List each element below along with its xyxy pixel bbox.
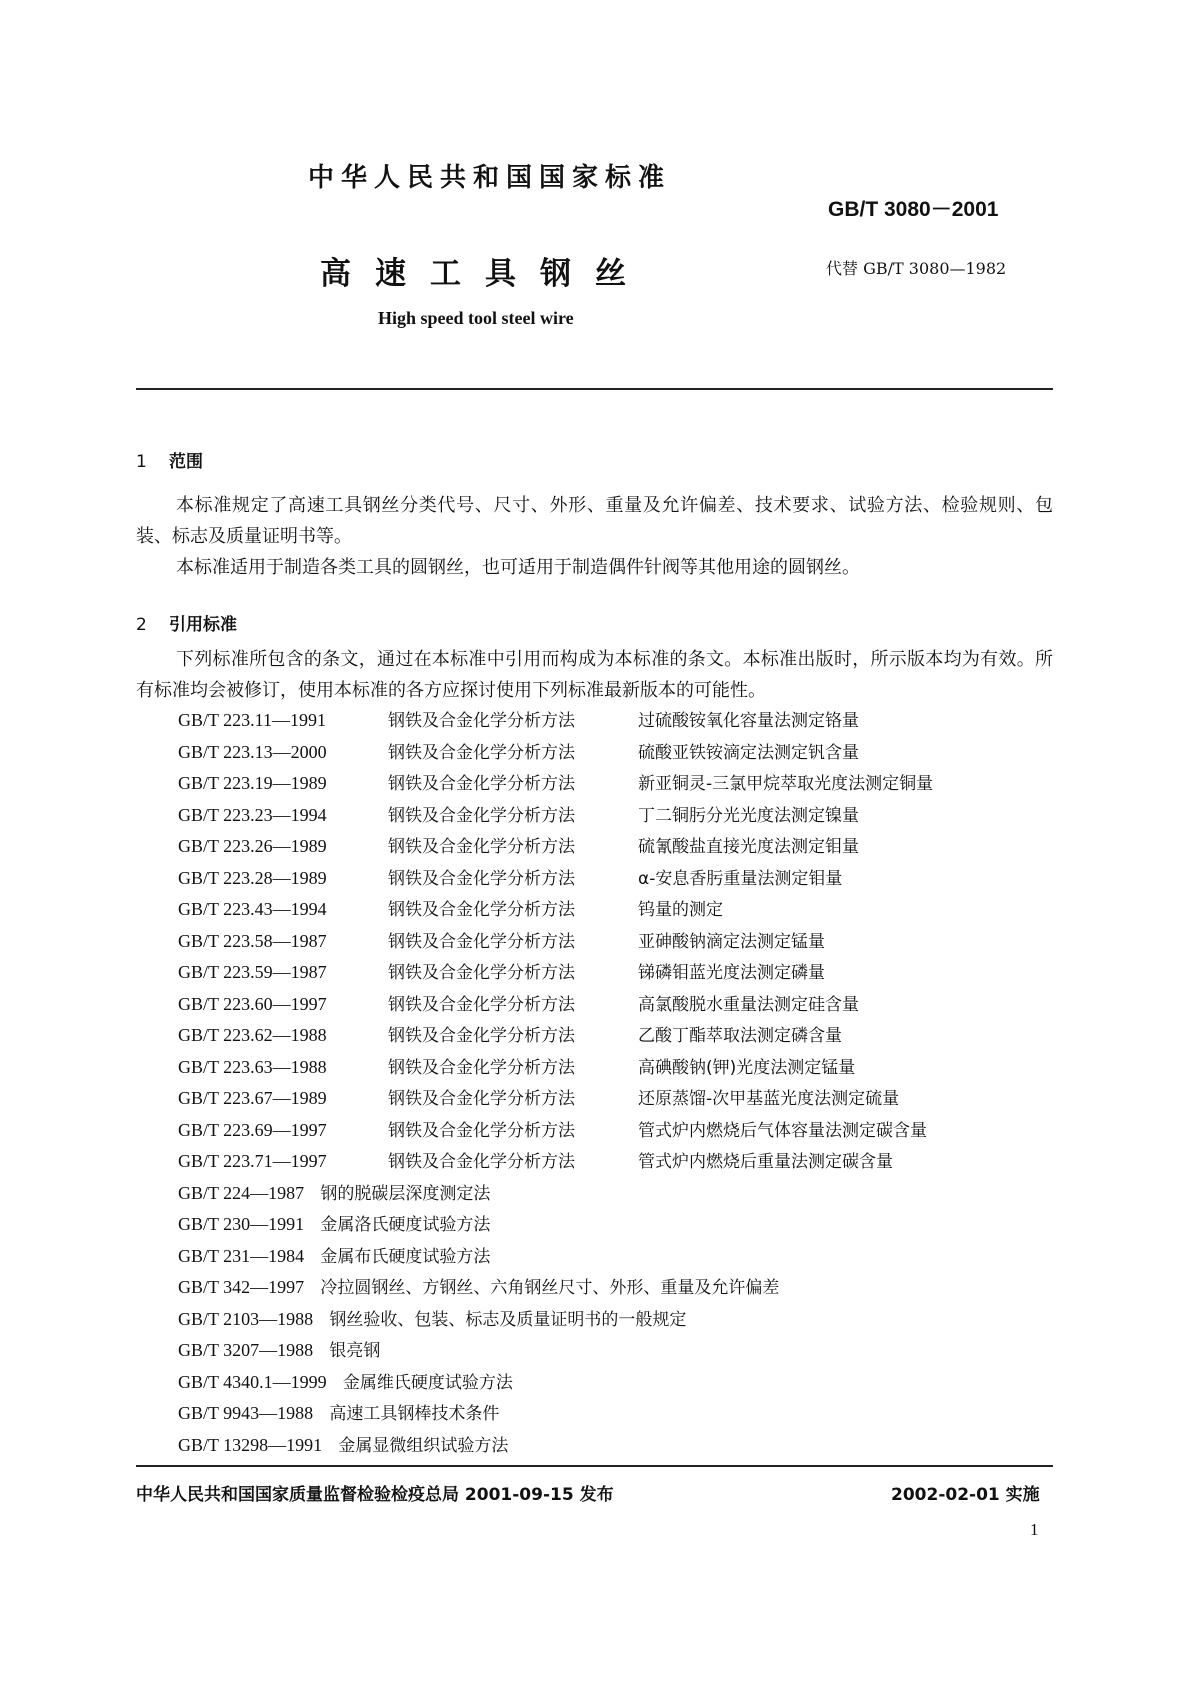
reference-item: GB/T 223.62—1988 钢铁及合金化学分析方法 乙酸丁酯萃取法测定磷含量 xyxy=(178,1025,842,1046)
reference-item: GB/T 223.59—1987 钢铁及合金化学分析方法 锑磷钼蓝光度法测定磷量 xyxy=(178,962,825,983)
reference-item: GB/T 223.43—1994 钢铁及合金化学分析方法 钨量的测定 xyxy=(178,899,723,920)
issue-line: 中华人民共和国国家质量监督检验检疫总局 2001-09-15 发布 xyxy=(136,1485,614,1505)
reference-item: GB/T 223.67—1989 钢铁及合金化学分析方法 还原蒸馏-次甲基蓝光度法测定硫量 xyxy=(178,1088,900,1109)
reference-item: GB/T 223.60—1997 钢铁及合金化学分析方法 高氯酸脱水重量法测定硅含量 xyxy=(178,993,859,1015)
page-number: 1 xyxy=(1030,1520,1039,1539)
reference-item: GB/T 223.19—1989 钢铁及合金化学分析方法 新亚铜灵-三氯甲烷萃取光度法测定铜量 xyxy=(178,773,934,794)
section-1-title: 范围 xyxy=(169,452,203,472)
normative-references-list xyxy=(178,705,933,1461)
reference-item: GB/T 230—1991 金属洛氏硬度试验方法 xyxy=(178,1214,491,1235)
reference-item: GB/T 2103—1988 钢丝验收、包装、标志及质量证明书的一般规定 xyxy=(178,1308,687,1330)
reference-item: GB/T 223.11—1991 钢铁及合金化学分析方法 过硫酸铵氧化容量法测定铬量 xyxy=(178,710,859,731)
reference-item: GB/T 223.26—1989 钢铁及合金化学分析方法 硫氰酸盐直接光度法测定钼量 xyxy=(178,836,859,857)
implementation-date: 2002-02-01 实施 xyxy=(891,1485,1040,1505)
page-title: 高速工具钢丝 xyxy=(320,256,650,292)
section-1-number: 1 xyxy=(136,452,147,472)
reference-item: GB/T 4340.1—1999 金属维氏硬度试验方法 xyxy=(178,1371,513,1393)
reference-item: GB/T 231—1984 金属布氏硬度试验方法 xyxy=(178,1245,491,1267)
standard-code: GB/T 3080－2001 xyxy=(828,198,999,221)
section-1-heading xyxy=(136,447,203,472)
header-divider xyxy=(136,388,1053,390)
reference-item: GB/T 223.63—1988 钢铁及合金化学分析方法 高碘酸钠(钾)光度法测定锰量 xyxy=(178,1056,856,1078)
reference-item: GB/T 3207—1988 银亮钢 xyxy=(178,1340,381,1361)
footer-divider xyxy=(136,1465,1053,1467)
section-1-paragraph-2: 本标准适用于制造各类工具的圆钢丝，也可适用于制造偶件针阀等其他用途的圆钢丝。 xyxy=(176,557,860,578)
replaces-note: 代替 GB/T 3080—1982 xyxy=(826,259,1007,278)
reference-item: GB/T 223.71—1997 钢铁及合金化学分析方法 管式炉内燃烧后重量法测定碳含量 xyxy=(178,1151,893,1172)
section-2-paragraph-1: 下列标准所包含的条文，通过在本标准中引用而构成为本标准的条文。本标准出版时，所示版本均为有效。所有标准均会被修订，使用本标准的各方应探讨使用下列标准最新版本的可能性。 xyxy=(136,649,1053,701)
reference-item: GB/T 13298—1991 金属显微组织试验方法 xyxy=(178,1434,509,1456)
reference-item: GB/T 9943—1988 高速工具钢棒技术条件 xyxy=(178,1403,500,1424)
reference-item: GB/T 223.28—1989 钢铁及合金化学分析方法 α-安息香肟重量法测定钼量 xyxy=(178,867,843,889)
reference-item: GB/T 223.69—1997 钢铁及合金化学分析方法 管式炉内燃烧后气体容量法测定碳含量 xyxy=(178,1119,927,1141)
section-2-heading xyxy=(136,610,237,635)
reference-item: GB/T 223.23—1994 钢铁及合金化学分析方法 丁二铜肟分光光度法测定镍量 xyxy=(178,804,859,826)
reference-item: GB/T 223.13—2000 钢铁及合金化学分析方法 硫酸亚铁铵滴定法测定钒含量 xyxy=(178,741,859,763)
section-2-title: 引用标准 xyxy=(169,615,237,635)
reference-item: GB/T 223.58—1987 钢铁及合金化学分析方法 亚砷酸钠滴定法测定锰量 xyxy=(178,930,825,952)
section-1-paragraph-1: 本标准规定了高速工具钢丝分类代号、尺寸、外形、重量及允许偏差、技术要求、试验方法、检验规则、包装、标志及质量证明书等。 xyxy=(136,495,1053,547)
english-title: High speed tool steel wire xyxy=(378,308,574,328)
reference-item: GB/T 224—1987 钢的脱碳层深度测定法 xyxy=(178,1182,491,1204)
section-2-number: 2 xyxy=(136,615,147,635)
reference-item: GB/T 342—1997 冷拉圆钢丝、方钢丝、六角钢丝尺寸、外形、重量及允许偏差 xyxy=(178,1277,780,1298)
national-standard-heading: 中华人民共和国国家标准 xyxy=(308,163,672,193)
